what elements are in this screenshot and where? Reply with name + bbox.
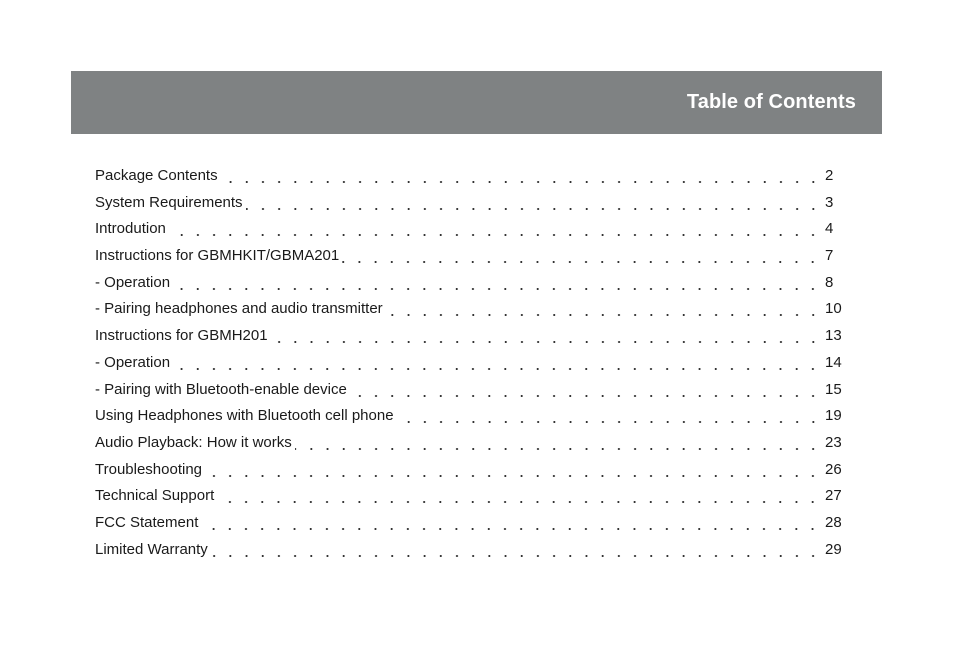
toc-entry-label: FCC Statement: [95, 511, 201, 535]
dot-leader: [386, 297, 821, 321]
dot-leader: [397, 404, 821, 428]
toc-entry-label: Using Headphones with Bluetooth cell phone: [95, 404, 397, 428]
toc-entry-label: - Operation: [95, 351, 173, 375]
toc-entry-page: 3: [825, 193, 834, 211]
toc-entry-page: 28: [825, 513, 842, 531]
page-title: Table of Contents: [686, 91, 856, 113]
toc-entry[interactable]: [95, 297, 855, 324]
toc-entry[interactable]: [95, 351, 855, 378]
toc-entry-label: Introdution: [95, 217, 169, 241]
toc-entry-page: 27: [825, 487, 842, 505]
toc-entry[interactable]: [95, 431, 855, 458]
toc-entry-label: - Operation: [95, 271, 173, 295]
toc-entry[interactable]: [95, 404, 855, 431]
dot-leader: [246, 191, 821, 215]
toc-entry[interactable]: [95, 378, 855, 405]
dot-leader: [201, 511, 821, 535]
toc-entry[interactable]: [95, 511, 855, 538]
toc-entry-page: 8: [825, 273, 834, 291]
toc-entry[interactable]: [95, 217, 855, 244]
toc-entry-page: 29: [825, 540, 842, 558]
toc-entry-page: 19: [825, 407, 842, 425]
toc-entry-page: 26: [825, 460, 842, 478]
header-bar: [71, 71, 882, 134]
toc-entry[interactable]: [95, 244, 855, 271]
toc-entry[interactable]: [95, 324, 855, 351]
dot-leader: [271, 324, 821, 348]
toc-entry-label: Instructions for GBMHKIT/GBMA201: [95, 244, 342, 268]
toc-entry-page: 2: [825, 167, 834, 184]
dot-leader: [173, 351, 821, 375]
dot-leader: [295, 431, 821, 455]
table-of-contents: [95, 164, 855, 564]
toc-entry[interactable]: [95, 538, 855, 565]
toc-entry-label: Package Contents: [95, 164, 221, 188]
toc-entry-label: Instructions for GBMH201: [95, 324, 271, 348]
toc-entry[interactable]: [95, 271, 855, 298]
toc-entry-page: 15: [825, 380, 842, 398]
toc-entry-label: - Pairing headphones and audio transmitter: [95, 297, 386, 321]
toc-entry-page: 4: [825, 220, 834, 238]
toc-entry-label: - Pairing with Bluetooth-enable device: [95, 378, 350, 402]
dot-leader: [342, 244, 821, 268]
toc-entry[interactable]: [95, 164, 855, 191]
toc-entry-label: System Requirements: [95, 191, 246, 215]
dot-leader: [350, 378, 821, 402]
toc-entry-page: 14: [825, 353, 842, 371]
dot-leader: [173, 271, 821, 295]
dot-leader: [221, 164, 821, 188]
dot-leader: [205, 458, 821, 482]
toc-entry-page: 23: [825, 433, 842, 451]
toc-entry-label: Limited Warranty: [95, 538, 211, 562]
toc-entry-page: 13: [825, 327, 842, 345]
toc-entry-label: Technical Support: [95, 484, 217, 508]
dot-leader: [169, 217, 821, 241]
toc-entry[interactable]: [95, 484, 855, 511]
dot-leader: [211, 538, 821, 562]
toc-entry-label: Audio Playback: How it works: [95, 431, 295, 455]
toc-entry[interactable]: [95, 191, 855, 218]
toc-entry-page: 7: [825, 247, 834, 265]
dot-leader: [217, 484, 821, 508]
toc-entry[interactable]: [95, 458, 855, 485]
toc-entry-label: Troubleshooting: [95, 458, 205, 482]
toc-entry-page: 10: [825, 300, 842, 318]
